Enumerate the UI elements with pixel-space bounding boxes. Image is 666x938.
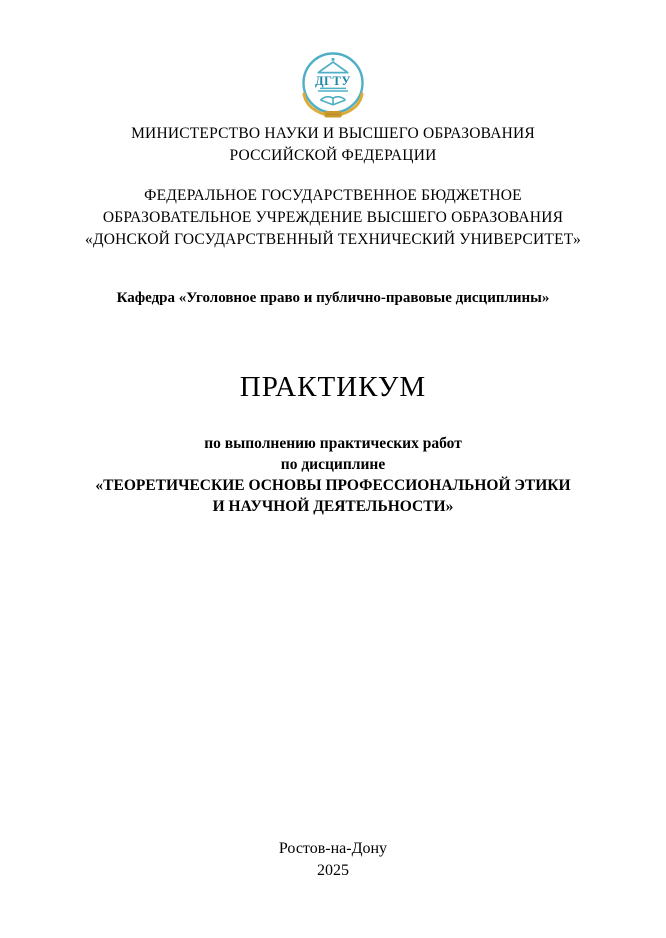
institution-line-1: ФЕДЕРАЛЬНОЕ ГОСУДАРСТВЕННОЕ БЮДЖЕТНОЕ [144, 187, 522, 204]
logo-building-roof [318, 62, 349, 73]
dgtu-logo-graphic [296, 50, 370, 122]
ministry-line-2: РОССИЙСКОЙ ФЕДЕРАЦИИ [229, 147, 437, 164]
subtitle-line-1: по выполнению практических работ [204, 435, 462, 452]
footer-city: Ростов-на-Дону [278, 840, 388, 857]
institution-block [0, 185, 666, 251]
logo-abbr: ДГТУ [314, 74, 352, 88]
subtitle-line-4: И НАУЧНОЙ ДЕЯТЕЛЬНОСТИ» [212, 498, 454, 515]
department-line: Кафедра «Уголовное право и публично-правовые дисциплины» [116, 290, 550, 306]
footer-block [0, 838, 666, 882]
university-logo [296, 50, 370, 122]
institution-line-2: ОБРАЗОВАТЕЛЬНОЕ УЧРЕЖДЕНИЕ ВЫСШЕГО ОБРАЗОВАНИЯ [102, 209, 564, 226]
ministry-block [0, 123, 666, 167]
logo-book-icon [321, 97, 346, 105]
ministry-line-1: МИНИСТЕРСТВО НАУКИ И ВЫСШЕГО ОБРАЗОВАНИЯ [131, 125, 535, 142]
page-title: ПРАКТИКУМ [239, 371, 427, 403]
institution-line-3: «ДОНСКОЙ ГОСУДАРСТВЕННЫЙ ТЕХНИЧЕСКИЙ УНИВЕРСИТЕТ» [85, 231, 581, 248]
logo-roof-ornament [332, 58, 335, 61]
subtitle-line-2: по дисциплине [280, 456, 386, 473]
logo-building-base [318, 88, 348, 91]
subtitle-line-3: «ТЕОРЕТИЧЕСКИЕ ОСНОВЫ ПРОФЕССИОНАЛЬНОЙ ЭТИКИ [95, 477, 571, 494]
footer-year: 2025 [317, 862, 349, 879]
subtitle-block [0, 433, 666, 517]
